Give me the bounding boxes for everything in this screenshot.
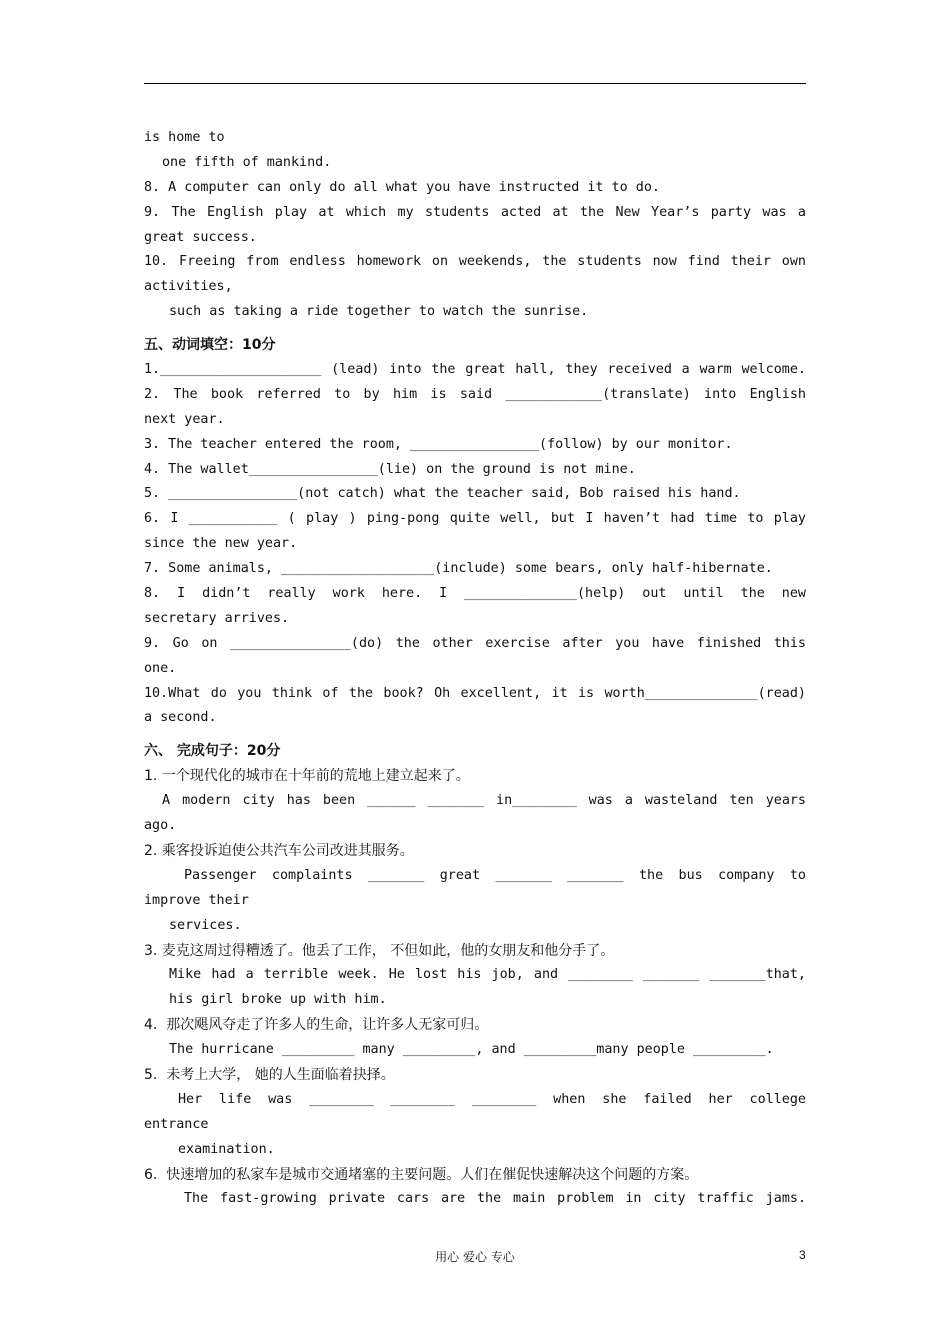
text-line: 10. Freeing from endless homework on weekends, the students now find their own bbox=[144, 254, 806, 270]
page-content bbox=[144, 126, 806, 1212]
chinese-prompt: 1. 一个现代化的城市在十年前的荒地上建立起来了。 bbox=[144, 768, 470, 785]
text-line: 8. A computer can only do all what you have instructed it to do. bbox=[144, 179, 660, 195]
exercise-line: A modern city has been ______ _______ in________ was a wasteland ten years bbox=[162, 793, 806, 809]
exercise-line: services. bbox=[169, 917, 242, 933]
text-line: such as taking a ride together to watch the sunrise. bbox=[169, 304, 589, 320]
exercise-line: since the new year. bbox=[144, 536, 298, 552]
footer-motto: 用心 爱心 专心 bbox=[435, 1250, 515, 1264]
exercise-line: secretary arrives. bbox=[144, 610, 290, 626]
text-line: is home to bbox=[144, 130, 225, 145]
page-number: 3 bbox=[799, 1248, 806, 1262]
exercise-line: 1.____________________ (lead) into the great hall, they received a warm welcome. bbox=[144, 362, 806, 378]
section-heading: 六、 完成句子：20分 bbox=[144, 743, 281, 760]
text-line: 9. The English play at which my students acted at the New Year’s party was a bbox=[144, 204, 806, 220]
exercise-line: 7. Some animals, ___________________(include) some bears, only half-hibernate. bbox=[144, 561, 773, 577]
exercise-line: examination. bbox=[178, 1141, 275, 1157]
header-rule bbox=[144, 83, 806, 84]
exercise-line: 8. I didn’t really work here. I ______________(help) out until the new bbox=[144, 586, 806, 602]
exercise-line: entrance bbox=[144, 1116, 209, 1132]
text-line: activities, bbox=[144, 279, 233, 295]
exercise-line: improve their bbox=[144, 892, 249, 908]
exercise-line: 3. The teacher entered the room, ________________(follow) by our monitor. bbox=[144, 436, 733, 452]
exercise-line: one. bbox=[144, 660, 177, 676]
exercise-line: 5. ________________(not catch) what the teacher said, Bob raised his hand. bbox=[144, 486, 741, 502]
chinese-prompt: 6. 快速增加的私家车是城市交通堵塞的主要问题。人们在催促快速解决这个问题的方案。 bbox=[144, 1166, 699, 1183]
chinese-prompt: 4. 那次飓风夺走了许多人的生命，让许多人无家可归。 bbox=[144, 1017, 489, 1034]
chinese-prompt: 2. 乘客投诉迫使公共汽车公司改进其服务。 bbox=[144, 842, 414, 859]
section-heading: 五、动词填空：10分 bbox=[144, 337, 276, 354]
exercise-line: 2. The book referred to by him is said ____________(translate) into English bbox=[144, 386, 806, 402]
exercise-line: next year. bbox=[144, 411, 225, 427]
exercise-line: 6. I ___________ ( play ) ping-pong quite well, but I haven’t had time to play bbox=[144, 511, 806, 527]
exercise-line: his girl broke up with him. bbox=[169, 992, 387, 1008]
exercise-line: 4. The wallet________________(lie) on the ground is not mine. bbox=[144, 461, 636, 477]
exercise-line: The fast-growing private cars are the main problem in city traffic jams. bbox=[184, 1191, 806, 1207]
exercise-line: 9. Go on _______________(do) the other exercise after you have finished this bbox=[144, 635, 806, 651]
exercise-line: The hurricane _________ many _________, and _________many people _________. bbox=[169, 1042, 774, 1058]
exercise-line: Her life was ________ ________ ________ when she failed her college bbox=[178, 1091, 806, 1107]
text-line: great success. bbox=[144, 229, 257, 245]
exercise-line: a second. bbox=[144, 710, 217, 726]
exercise-line: ago. bbox=[144, 818, 177, 834]
text-line: one fifth of mankind. bbox=[162, 154, 332, 170]
exercise-line: 10.What do you think of the book? Oh excellent, it is worth______________(read) bbox=[144, 685, 806, 701]
chinese-prompt: 5. 未考上大学， 她的人生面临着抉择。 bbox=[144, 1066, 395, 1083]
chinese-prompt: 3. 麦克这周过得糟透了。他丢了工作， 不但如此，他的女朋友和他分手了。 bbox=[144, 942, 615, 959]
exercise-line: Mike had a terrible week. He lost his job, and ________ _______ _______that, bbox=[169, 967, 806, 983]
exercise-line: Passenger complaints _______ great _______ _______ the bus company to bbox=[184, 867, 806, 883]
